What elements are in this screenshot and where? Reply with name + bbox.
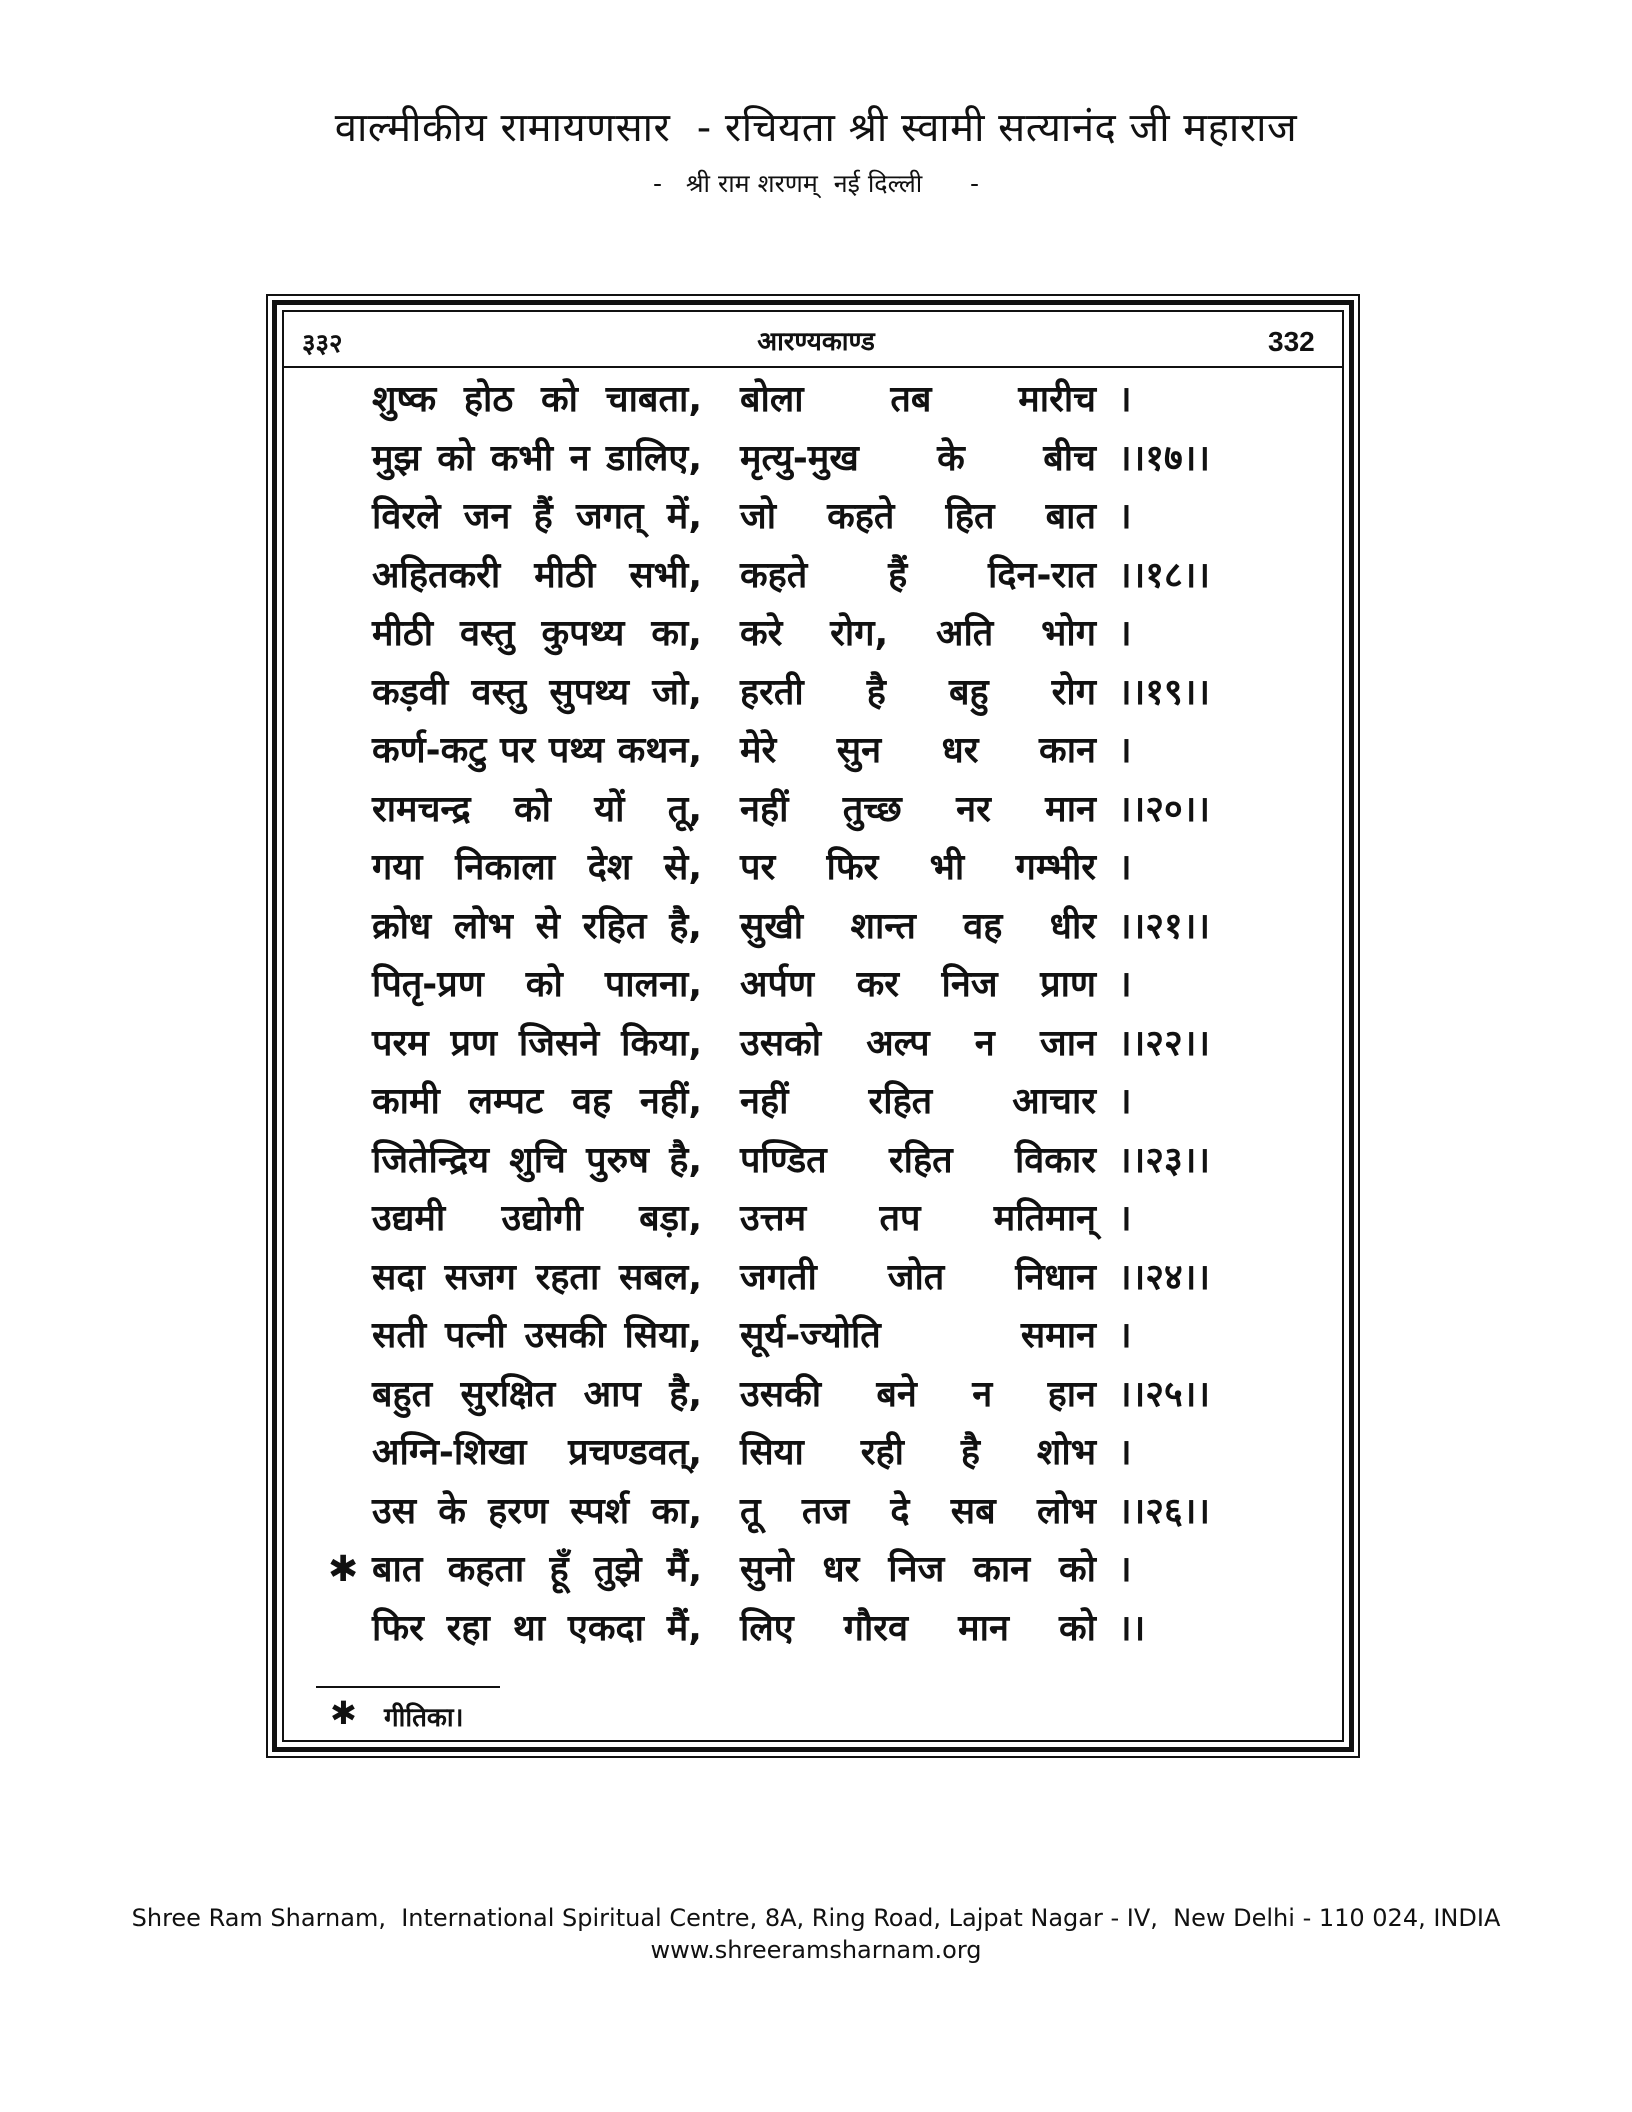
verse-line (0, 721, 1632, 781)
document-subtitle: - श्री राम शरणम् नई दिल्ली - (653, 169, 979, 198)
verse-first-half: सती पत्नी उसकी सिया, (372, 1315, 702, 1356)
verse-end-mark: ।।१७।। (1118, 438, 1211, 479)
verse-second-half: उसको अल्प न जान (740, 1023, 1096, 1064)
verse-line (0, 429, 1632, 489)
verse-first-half: पितृ-प्रण को पालना, (372, 964, 702, 1005)
verse-first-half: परम प्रण जिसने किया, (372, 1023, 702, 1064)
verse-end-mark: ।। (1118, 1608, 1146, 1649)
footer-website: www.shreeramsharnam.org (650, 1936, 982, 1964)
verse-second-half: हरती है बहु रोग (740, 672, 1096, 713)
verse-second-half: पण्डित रहित विकार (740, 1140, 1096, 1181)
verse-first-half: बात कहता हूँ तुझे मैं, (372, 1549, 702, 1590)
verse-end-mark: । (1118, 1198, 1132, 1239)
verse-first-half: कामी लम्पट वह नहीं, (372, 1081, 702, 1122)
verse-first-half: मुझ को कभी न डालिए, (372, 438, 702, 479)
verse-end-mark: ।।२१।। (1118, 906, 1211, 947)
verse-end-mark: । (1118, 847, 1132, 888)
verse-second-half: सूर्य-ज्योति समान (740, 1315, 1096, 1356)
verse-end-mark: ।।२४।। (1118, 1257, 1211, 1298)
verse-line (0, 1014, 1632, 1074)
verse-end-mark: । (1118, 496, 1132, 537)
verse-first-half: जितेन्द्रिय शुचि पुरुष है, (372, 1140, 702, 1181)
footer-address: Shree Ram Sharnam, International Spiritual Centre, 8A, Ring Road, Lajpat Nagar - IV, New Delhi - 110 024, INDIA (131, 1904, 1501, 1932)
verse-line (0, 1306, 1632, 1366)
verse-line (0, 663, 1632, 723)
verse-second-half: सुखी शान्त वह धीर (740, 906, 1096, 947)
asterisk-icon: ✱ (328, 1549, 359, 1590)
verse-second-half: मेरे सुन धर कान (740, 730, 1096, 771)
verse-second-half: जगती जोत निधान (740, 1257, 1096, 1298)
page-number-hindi: ३३२ (302, 329, 343, 359)
header-divider (284, 366, 1342, 368)
footnote-text: गीतिका। (384, 1703, 464, 1733)
verse-line (0, 487, 1632, 547)
verse-second-half: सुनो धर निज कान को (740, 1549, 1096, 1590)
footnote-asterisk-icon: ✱ (330, 1694, 357, 1732)
verse-second-half: तू तज दे सब लोभ (740, 1491, 1096, 1532)
verse-line (0, 1248, 1632, 1308)
verse-second-half: करे रोग, अति भोग (740, 613, 1096, 654)
verse-first-half: फिर रहा था एकदा मैं, (372, 1608, 702, 1649)
verse-second-half: अर्पण कर निज प्राण (740, 964, 1096, 1005)
verse-first-half: गया निकाला देश से, (372, 847, 702, 888)
footnote-divider (316, 1686, 500, 1688)
verse-end-mark: ।।२६।। (1118, 1491, 1211, 1532)
verse-line (0, 1131, 1632, 1191)
verse-end-mark: ।।२५।। (1118, 1374, 1211, 1415)
verse-first-half: रामचन्द्र को यों तू, (372, 789, 702, 830)
verse-line (0, 604, 1632, 664)
verse-first-half: मीठी वस्तु कुपथ्य का, (372, 613, 702, 654)
verse-line (0, 1599, 1632, 1659)
verse-second-half: उसकी बने न हान (740, 1374, 1096, 1415)
verse-end-mark: । (1118, 730, 1132, 771)
verse-first-half: कर्ण-कटु पर पथ्य कथन, (372, 730, 702, 771)
verse-end-mark: । (1118, 1549, 1132, 1590)
verse-line (0, 897, 1632, 957)
verse-end-mark: । (1118, 1081, 1132, 1122)
verse-end-mark: ।।२०।। (1118, 789, 1211, 830)
verse-first-half: अग्नि-शिखा प्रचण्डवत्, (372, 1432, 702, 1473)
verse-first-half: अहितकरी मीठी सभी, (372, 555, 702, 596)
verse-first-half: सदा सजग रहता सबल, (372, 1257, 702, 1298)
verse-end-mark: ।।२२।। (1118, 1023, 1211, 1064)
verse-end-mark: । (1118, 1315, 1132, 1356)
verse-end-mark: । (1118, 964, 1132, 1005)
verse-end-mark: । (1118, 379, 1132, 420)
verse-end-mark: । (1118, 1432, 1132, 1473)
verse-end-mark: ।।१९।। (1118, 672, 1211, 713)
verse-line (0, 780, 1632, 840)
verse-first-half: उस के हरण स्पर्श का, (372, 1491, 702, 1532)
section-title: आरण्यकाण्ड (757, 327, 875, 357)
verse-second-half: जो कहते हित बात (740, 496, 1096, 537)
verse-line (0, 1540, 1632, 1600)
verse-line (0, 1189, 1632, 1249)
verse-first-half: क्रोध लोभ से रहित है, (372, 906, 702, 947)
verse-first-half: कड़वी वस्तु सुपथ्य जो, (372, 672, 702, 713)
verse-second-half: बोला तब मारीच (740, 379, 1096, 420)
page-number: 332 (1268, 326, 1315, 357)
verse-second-half: नहीं रहित आचार (740, 1081, 1096, 1122)
verse-line (0, 955, 1632, 1015)
verse-line (0, 1365, 1632, 1425)
verse-first-half: उद्यमी उद्योगी बड़ा, (372, 1198, 702, 1239)
verse-second-half: सिया रही है शोभ (740, 1432, 1096, 1473)
verse-end-mark: । (1118, 613, 1132, 654)
verse-line (0, 1482, 1632, 1542)
document-title: वाल्मीकीय रामायणसार - रचियता श्री स्वामी सत्यानंद जी महाराज (334, 105, 1298, 151)
verse-second-half: लिए गौरव मान को (740, 1608, 1096, 1649)
verse-second-half: नहीं तुच्छ नर मान (740, 789, 1096, 830)
verse-second-half: मृत्यु-मुख के बीच (740, 438, 1096, 479)
verse-first-half: शुष्क होठ को चाबता, (372, 379, 702, 420)
verse-end-mark: ।।२३।। (1118, 1140, 1211, 1181)
verse-first-half: विरले जन हैं जगत् में, (372, 496, 702, 537)
verse-line (0, 1423, 1632, 1483)
verse-line (0, 370, 1632, 430)
verse-second-half: पर फिर भी गम्भीर (740, 847, 1096, 888)
verse-line (0, 1072, 1632, 1132)
verse-second-half: कहते हैं दिन-रात (740, 555, 1096, 596)
verse-second-half: उत्तम तप मतिमान् (740, 1198, 1096, 1239)
verse-line (0, 838, 1632, 898)
verse-first-half: बहुत सुरक्षित आप है, (372, 1374, 702, 1415)
verse-end-mark: ।।१८।। (1118, 555, 1211, 596)
verse-line (0, 546, 1632, 606)
